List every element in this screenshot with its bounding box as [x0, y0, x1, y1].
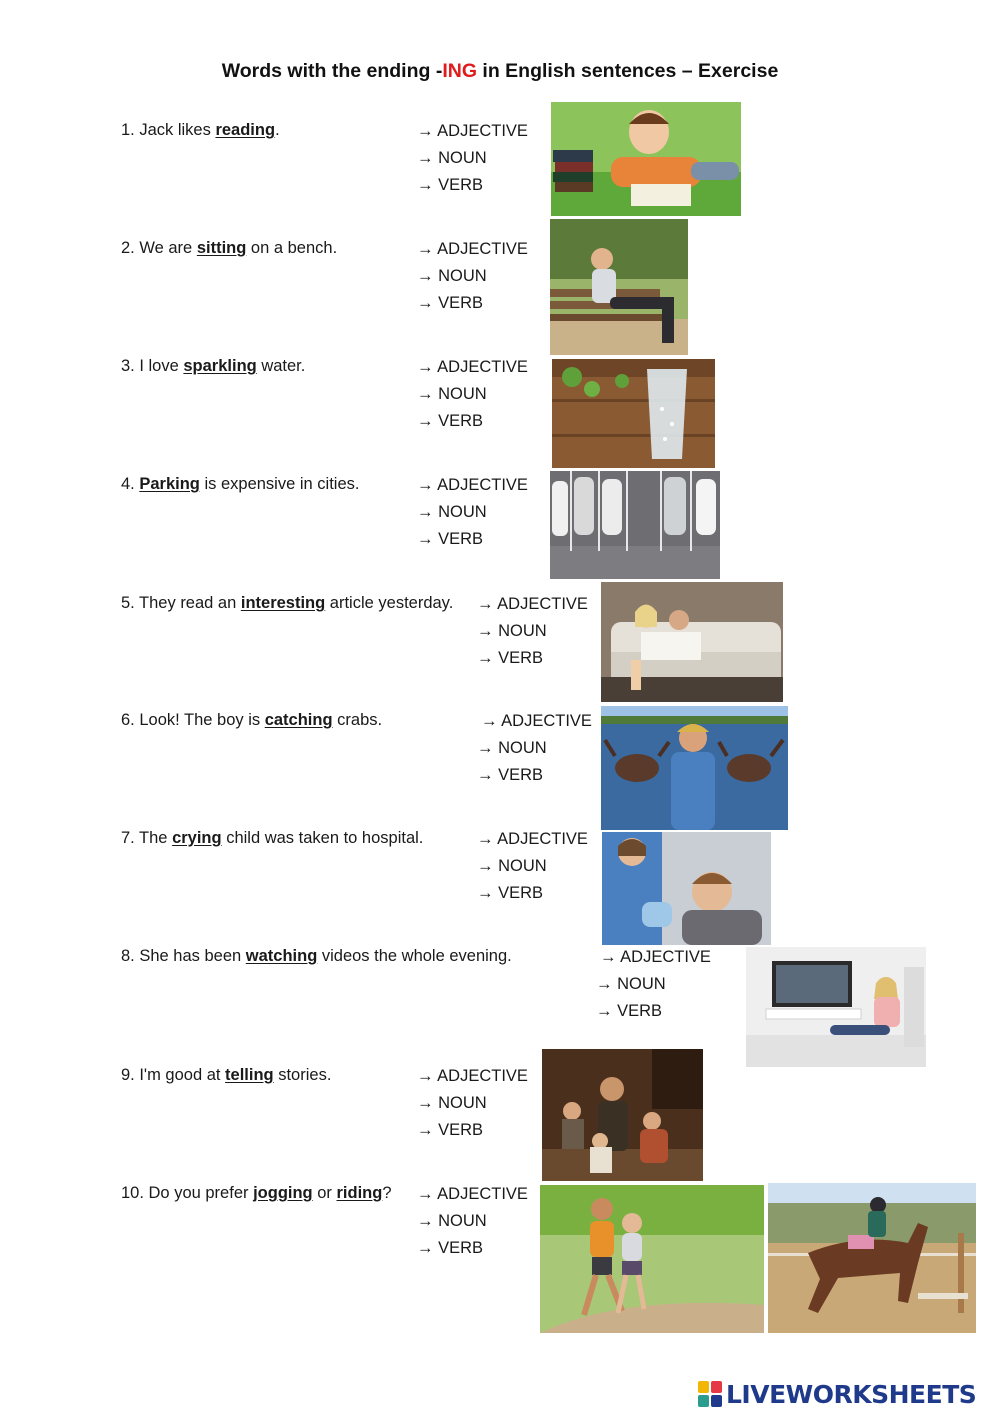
question-8-options — [596, 944, 711, 1025]
question-1-options — [417, 118, 528, 199]
option-noun[interactable]: → NOUN — [596, 975, 666, 993]
question-8-sentence: 8. She has been watching videos the whole evening. — [121, 947, 512, 965]
option-noun[interactable]: → NOUN — [477, 622, 547, 640]
option-noun[interactable]: → NOUN — [417, 1212, 487, 1230]
option-adjective[interactable]: → ADJECTIVE — [417, 476, 528, 494]
title-highlight: ING — [442, 60, 477, 82]
target-word: sitting — [196, 239, 247, 257]
storytelling-painting-photo — [542, 1049, 703, 1181]
question-5-options — [477, 591, 588, 672]
option-noun[interactable]: → NOUN — [417, 149, 487, 167]
target-word: telling — [225, 1066, 274, 1084]
option-noun[interactable]: → NOUN — [417, 385, 487, 403]
question-7-options — [477, 826, 588, 907]
option-noun[interactable]: → NOUN — [417, 267, 487, 285]
question-6-sentence: 6. Look! The boy is catching crabs. — [121, 711, 383, 729]
logo-square-icon — [698, 1381, 709, 1393]
question-10-options — [417, 1181, 528, 1262]
liveworksheets-logo — [698, 1377, 976, 1411]
target-word: sparkling — [183, 357, 257, 375]
parking-lot-photo — [550, 471, 720, 579]
woman-watching-tv-photo — [746, 947, 926, 1067]
title-post: in English sentences – Exercise — [476, 60, 779, 82]
question-6-options — [477, 708, 592, 789]
question-5-sentence: 5. They read an interesting article yesterday. — [121, 594, 454, 612]
logo-square-icon — [698, 1395, 709, 1407]
logo-square-icon — [711, 1381, 722, 1393]
question-1-sentence: 1. Jack likes reading. — [121, 121, 280, 139]
logo-square-icon — [711, 1395, 722, 1407]
option-noun[interactable]: → NOUN — [477, 739, 547, 757]
target-word: catching — [264, 711, 333, 729]
nurse-and-crying-boy-photo — [602, 832, 771, 945]
question-3-options — [417, 354, 528, 435]
target-word-2: riding — [336, 1184, 383, 1202]
question-2-options — [417, 236, 528, 317]
page-title — [0, 60, 1000, 83]
title-pre: Words with the ending - — [221, 60, 443, 82]
option-adjective[interactable]: → ADJECTIVE — [477, 830, 588, 848]
option-noun[interactable]: → NOUN — [417, 503, 487, 521]
man-on-bench-photo — [550, 219, 688, 355]
option-verb[interactable]: → VERB — [417, 294, 484, 312]
option-verb[interactable]: → VERB — [477, 766, 544, 784]
target-word: Parking — [139, 475, 200, 493]
option-adjective[interactable]: → ADJECTIVE — [417, 1067, 528, 1085]
question-9-options — [417, 1063, 528, 1144]
couple-jogging-photo — [540, 1185, 764, 1333]
logo-mark-icon — [698, 1381, 722, 1407]
option-adjective[interactable]: → ADJECTIVE — [417, 122, 528, 140]
question-7-sentence: 7. The crying child was taken to hospital. — [121, 829, 424, 847]
target-word: jogging — [253, 1184, 313, 1202]
logo-text: LIVEWORKSHEETS — [726, 1379, 977, 1409]
option-noun[interactable]: → NOUN — [417, 1094, 487, 1112]
target-word: reading — [215, 121, 276, 139]
option-adjective[interactable]: → ADJECTIVE — [600, 948, 711, 966]
option-adjective[interactable]: → ADJECTIVE — [477, 595, 588, 613]
option-verb[interactable]: → VERB — [417, 1121, 484, 1139]
option-verb[interactable]: → VERB — [417, 176, 484, 194]
option-adjective[interactable]: → ADJECTIVE — [417, 358, 528, 376]
question-3-sentence: 3. I love sparkling water. — [121, 357, 306, 375]
option-verb[interactable]: → VERB — [596, 1002, 663, 1020]
option-verb[interactable]: → VERB — [477, 649, 544, 667]
option-verb[interactable]: → VERB — [417, 1239, 484, 1257]
option-verb[interactable]: → VERB — [417, 412, 484, 430]
man-with-crabs-photo — [601, 706, 788, 830]
target-word: watching — [245, 947, 318, 965]
question-9-sentence: 9. I'm good at telling stories. — [121, 1066, 332, 1084]
option-adjective[interactable]: → ADJECTIVE — [417, 1185, 528, 1203]
option-adjective[interactable]: → ADJECTIVE — [481, 712, 592, 730]
couple-reading-photo — [601, 582, 783, 702]
option-verb[interactable]: → VERB — [417, 530, 484, 548]
target-word: crying — [172, 829, 222, 847]
boy-reading-photo — [551, 102, 741, 216]
option-noun[interactable]: → NOUN — [477, 857, 547, 875]
sparkling-water-photo — [552, 359, 715, 468]
horse-riding-photo — [768, 1183, 976, 1333]
option-adjective[interactable]: → ADJECTIVE — [417, 240, 528, 258]
target-word: interesting — [240, 594, 326, 612]
question-2-sentence: 2. We are sitting on a bench. — [121, 239, 338, 257]
question-4-options — [417, 472, 528, 553]
question-10-sentence: 10. Do you prefer jogging or riding? — [121, 1184, 392, 1202]
option-verb[interactable]: → VERB — [477, 884, 544, 902]
question-4-sentence: 4. Parking is expensive in cities. — [121, 475, 360, 493]
